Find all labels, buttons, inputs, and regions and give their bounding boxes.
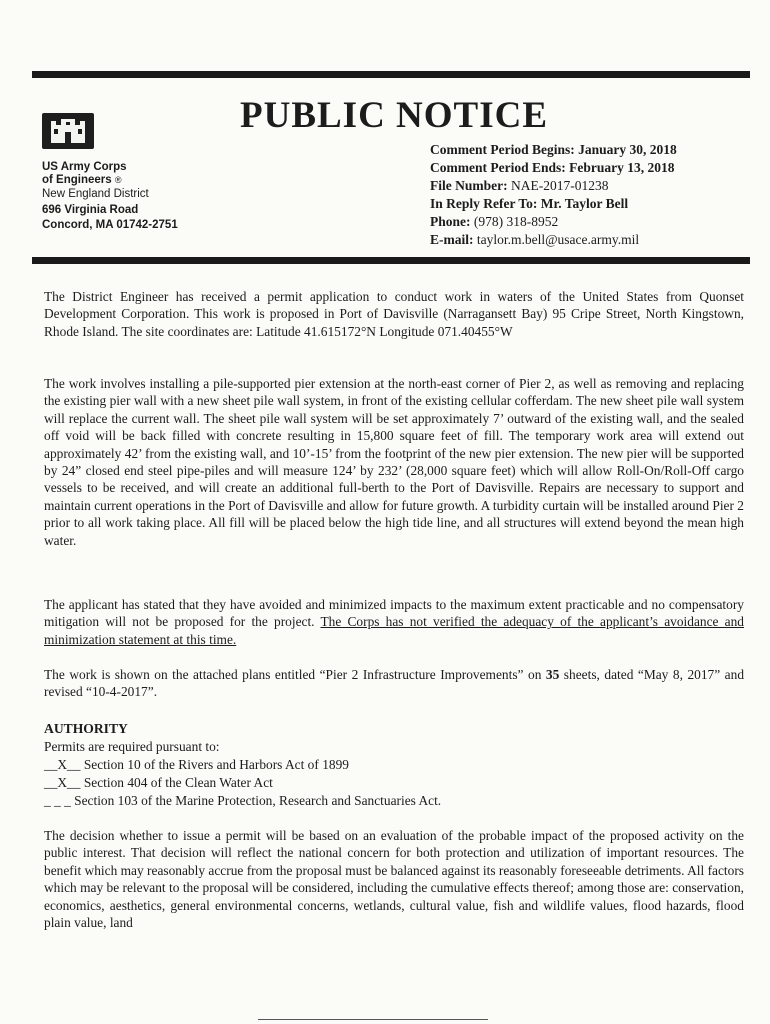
meta-label: E-mail: bbox=[430, 232, 474, 247]
meta-email bbox=[430, 231, 639, 249]
agency-address-line1: 696 Virginia Road bbox=[42, 204, 139, 216]
authority-checkmark: _ _ _ bbox=[44, 793, 71, 808]
meta-value: February 13, 2018 bbox=[569, 160, 675, 175]
meta-phone bbox=[430, 213, 558, 231]
plans-text-b: sheets, dated “May 8, 2017” and revised “10-4-2017”. bbox=[44, 667, 745, 700]
meta-reply-to bbox=[430, 195, 628, 213]
avoidance-text: The applicant has stated that they have avoided and minimized impacts to the maximum extent practicable and no compensatory mitigation will not be proposed for the project. bbox=[44, 597, 744, 630]
authority-intro: Permits are required pursuant to: bbox=[44, 739, 220, 754]
meta-label: Comment Period Begins: bbox=[430, 142, 575, 157]
plans-text-a: The work is shown on the attached plans entitled “Pier 2 Infrastructure Improvements” on bbox=[44, 667, 546, 682]
castle-icon bbox=[51, 119, 85, 143]
meta-value: (978) 318-8952 bbox=[473, 214, 559, 229]
authority-checkmark: __X__ bbox=[44, 775, 81, 790]
agency-district: New England District bbox=[42, 188, 149, 200]
plans-sheet-count: 35 bbox=[545, 667, 560, 682]
authority-item bbox=[44, 774, 273, 791]
usace-castle-logo bbox=[42, 113, 94, 149]
agency-address-line2: Concord, MA 01742-2751 bbox=[42, 219, 178, 231]
paragraph-work-description: The work involves installing a pile-supported pier extension at the north-east corner of Pier 2, as well as removing and replacing the existing pier wall with a new sheet pile wall system, in front of the existing cellular cofferdam. The new sheet pile wall system will replace the current wall. The sheet pile wall system will be set approximately 7’ outward of the existing wall, and the sealed off void will be back filled with concrete resulting in 15,800 square feet of fill. The temporary work area will extend out approximately 42’ from the existing wall, and 10’-15’ from the footprint of the new pier extension. The new pier will be supported by 24” closed end steel pipe-piles and will measure 124’ by 232’ (28,000 square feet) which will allow Roll-On/Roll-Off cargo vessels to be received, and will create an additional full-berth to the Port of Davisville. Repairs are necessary to support and maintain current operations in the Port of Davisville and allow for future growth. A turbidity curtain will be installed around Pier 2 prior to all work taking place. All fill will be placed below the high tide line, and all structures will extend beyond the mean high water. bbox=[44, 376, 744, 548]
meta-file-number bbox=[430, 177, 608, 195]
meta-value: NAE-2017-01238 bbox=[510, 178, 609, 193]
meta-label: File Number: bbox=[430, 178, 508, 193]
paragraph-application: The District Engineer has received a permit application to conduct work in waters of the United States from Quonset Development Corporation. This work is proposed in Port of Davisville (Narragansett Bay) 95 Cripe Street, North Kingstown, Rhode Island. The site coordinates are: Latitude 41.615172°N Longitude 071.40455°W bbox=[44, 289, 744, 339]
meta-label: Phone: bbox=[430, 214, 471, 229]
header-divider-rule bbox=[32, 257, 750, 264]
meta-comment-ends bbox=[430, 159, 675, 177]
paragraph-plans bbox=[44, 666, 744, 701]
authority-item-text: Section 404 of the Clean Water Act bbox=[83, 775, 273, 790]
paragraph-public-interest: The decision whether to issue a permit will be based on an evaluation of the probable impact of the proposed activity on the public interest. That decision will reflect the national concern for both protection and utilization of important resources. The benefit which may reasonably accrue from the proposal must be balanced against its reasonably foreseeable detriments. All factors which may be relevant to the proposal will be considered, including the cumulative effects thereof; among those are: conservation, economics, aesthetics, general environmental concerns, wetlands, cultural value, fish and wildlife values, flood hazards, flood plain value, land bbox=[44, 828, 744, 931]
agency-name-line2 bbox=[42, 173, 122, 187]
authority-item bbox=[44, 756, 349, 773]
avoidance-underlined-text: The Corps has not verified the adequacy of the applicant’s avoidance and minimization statement at this time. bbox=[44, 614, 744, 647]
meta-value: January 30, 2018 bbox=[578, 142, 677, 157]
meta-email-link[interactable]: taylor.m.bell@usace.army.mil bbox=[476, 232, 640, 247]
trademark-symbol: ® bbox=[114, 175, 122, 185]
authority-item-text: Section 10 of the Rivers and Harbors Act of 1899 bbox=[83, 757, 349, 772]
authority-checkmark: __X__ bbox=[44, 757, 81, 772]
meta-label: In Reply Refer To: bbox=[430, 196, 538, 211]
authority-item-text: Section 103 of the Marine Protection, Research and Sanctuaries Act. bbox=[74, 793, 442, 808]
meta-label: Comment Period Ends: bbox=[430, 160, 566, 175]
footer-rule bbox=[258, 1019, 488, 1020]
authority-heading: AUTHORITY bbox=[44, 721, 128, 736]
authority-item bbox=[44, 792, 441, 809]
agency-name-line2-text: of Engineers bbox=[42, 174, 112, 186]
top-rule bbox=[32, 71, 750, 78]
meta-comment-begins bbox=[430, 141, 677, 159]
agency-name-line1: US Army Corps bbox=[42, 161, 127, 173]
page-title: PUBLIC NOTICE bbox=[240, 95, 549, 136]
meta-value: Mr. Taylor Bell bbox=[540, 196, 629, 211]
paragraph-avoidance bbox=[44, 596, 744, 648]
